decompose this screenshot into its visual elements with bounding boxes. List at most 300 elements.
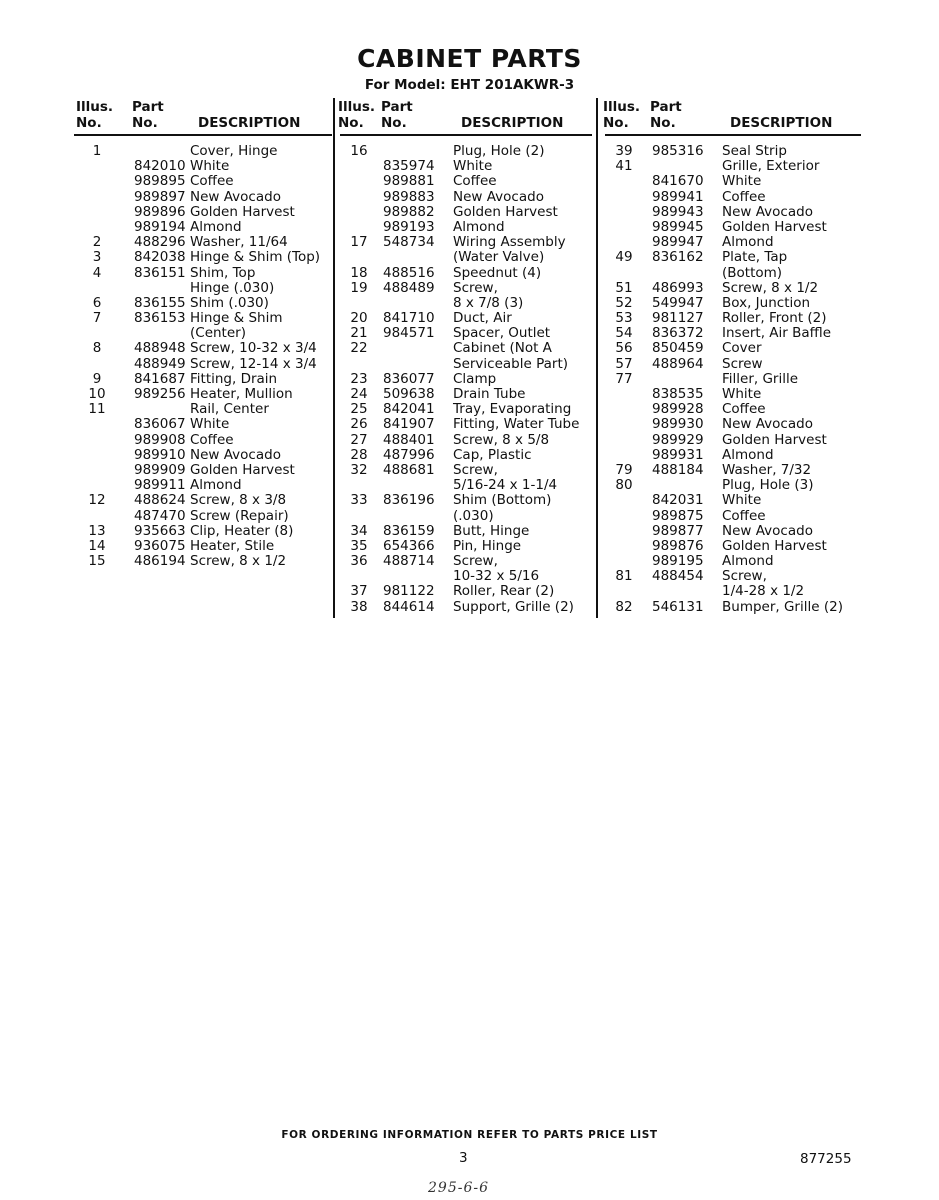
part-description: Almond <box>722 553 774 570</box>
part-number: 985316 <box>652 143 704 159</box>
parts-row <box>74 266 332 281</box>
column-divider <box>596 98 598 618</box>
part-number: 989881 <box>383 173 435 190</box>
parts-row <box>340 357 592 372</box>
part-number: 989931 <box>652 446 704 463</box>
part-number: 838535 <box>652 386 704 402</box>
parts-row <box>605 281 861 296</box>
part-description: Bumper, Grille (2) <box>722 598 843 615</box>
part-number: 488184 <box>652 461 704 478</box>
part-number: 836153 <box>134 310 186 327</box>
parts-row <box>74 387 332 402</box>
part-description: Screw, 8 x 1/2 <box>190 553 287 570</box>
handwritten-note: 295-6-6 <box>428 1180 489 1196</box>
part-description: Plug, Hole (3) <box>722 477 814 494</box>
part-description: White <box>722 386 762 402</box>
part-number: 989883 <box>383 188 435 205</box>
part-number: 842010 <box>134 158 186 175</box>
part-number: 989928 <box>652 401 704 418</box>
part-description: Screw, 8 x 5/8 <box>453 431 550 448</box>
illus-number: 21 <box>350 325 368 342</box>
part-description: New Avocado <box>190 446 281 463</box>
parts-row <box>605 311 861 326</box>
illus-number: 41 <box>615 158 633 175</box>
parts-row <box>74 220 332 235</box>
part-description: Clip, Heater (8) <box>190 522 294 539</box>
part-description: New Avocado <box>722 203 813 220</box>
part-number: 984571 <box>383 325 435 342</box>
part-number: 486194 <box>134 553 186 570</box>
part-number: 488624 <box>134 492 186 509</box>
parts-row <box>340 554 592 569</box>
part-number: 488401 <box>383 431 435 448</box>
part-description: (Center) <box>190 325 246 342</box>
part-description: Butt, Hinge <box>453 522 530 539</box>
parts-row <box>74 554 332 569</box>
part-description: Heater, Stile <box>190 537 275 554</box>
model-subtitle: For Model: EHT 201AKWR-3 <box>364 77 575 93</box>
part-number: 989929 <box>652 431 704 448</box>
part-number: 844614 <box>383 598 435 615</box>
part-number: 836067 <box>134 416 186 433</box>
illus-number: 2 <box>92 234 102 251</box>
part-number: 989256 <box>134 386 186 402</box>
part-number: 989947 <box>652 234 704 251</box>
part-description: Duct, Air <box>453 310 512 327</box>
parts-row <box>340 281 592 296</box>
part-header: Part <box>381 99 413 115</box>
part-description: Clamp <box>453 370 497 387</box>
illus-header: No. <box>603 115 629 131</box>
part-number: 936075 <box>134 537 186 554</box>
parts-row <box>74 341 332 356</box>
illus-number: 79 <box>615 461 633 478</box>
part-description: Golden Harvest <box>190 203 295 220</box>
parts-row <box>340 205 592 220</box>
part-number: 989882 <box>383 203 435 220</box>
parts-row <box>605 509 861 524</box>
illus-number: 24 <box>350 386 368 402</box>
illus-number: 53 <box>615 310 633 327</box>
part-description: New Avocado <box>453 188 544 205</box>
parts-row <box>605 205 861 220</box>
part-number: 989895 <box>134 173 186 190</box>
part-description: Golden Harvest <box>722 218 827 235</box>
parts-row <box>74 159 332 174</box>
parts-row <box>605 584 861 599</box>
part-number: 546131 <box>652 598 704 615</box>
parts-row <box>605 493 861 508</box>
illus-number: 81 <box>615 568 633 585</box>
parts-row <box>340 266 592 281</box>
part-description: Almond <box>722 446 774 463</box>
parts-row <box>605 190 861 205</box>
parts-row <box>74 493 332 508</box>
parts-row <box>74 296 332 311</box>
illus-header: Illus. <box>76 99 114 115</box>
illus-number: 6 <box>92 294 102 311</box>
part-number: 842041 <box>383 401 435 418</box>
part-header: No. <box>132 115 158 131</box>
part-description: Golden Harvest <box>190 461 295 478</box>
illus-number: 23 <box>350 370 368 387</box>
illus-header: Illus. <box>603 99 641 115</box>
illus-number: 49 <box>615 249 633 266</box>
document-number: 877255 <box>800 1151 852 1167</box>
parts-row <box>605 402 861 417</box>
part-description: Coffee <box>453 173 497 190</box>
illus-number: 11 <box>88 401 106 418</box>
part-number: 654366 <box>383 537 435 554</box>
part-header: Part <box>650 99 682 115</box>
part-description: (Water Valve) <box>453 249 545 266</box>
part-description: Box, Junction <box>722 294 811 311</box>
illus-number: 13 <box>88 522 106 539</box>
parts-row <box>340 448 592 463</box>
ordering-note: FOR ORDERING INFORMATION REFER TO PARTS PRICE LIST <box>281 1129 658 1141</box>
illus-header: No. <box>76 115 102 131</box>
part-number: 488949 <box>134 355 186 372</box>
part-description: Screw, 12-14 x 3/4 <box>190 355 317 372</box>
parts-row <box>340 311 592 326</box>
parts-row <box>605 387 861 402</box>
part-description: Cap, Plastic <box>453 446 532 463</box>
parts-row <box>605 539 861 554</box>
parts-row <box>74 311 332 326</box>
part-number: 488489 <box>383 279 435 296</box>
part-description: Heater, Mullion <box>190 386 293 402</box>
illus-number: 20 <box>350 310 368 327</box>
part-description: (.030) <box>453 507 494 524</box>
part-description: Golden Harvest <box>453 203 558 220</box>
parts-row <box>340 387 592 402</box>
illus-number: 12 <box>88 492 106 509</box>
part-description: 5/16-24 x 1-1/4 <box>453 477 558 494</box>
parts-row <box>74 357 332 372</box>
part-number: 989910 <box>134 446 186 463</box>
parts-row <box>340 174 592 189</box>
illus-number: 39 <box>615 143 633 159</box>
part-description: New Avocado <box>722 416 813 433</box>
part-description: Speednut (4) <box>453 264 542 281</box>
part-number: 989941 <box>652 188 704 205</box>
parts-row <box>340 326 592 341</box>
part-description: Pin, Hinge <box>453 537 522 554</box>
part-description: Screw, 10-32 x 3/4 <box>190 340 317 357</box>
part-number: 989911 <box>134 477 186 494</box>
parts-row <box>340 600 592 615</box>
illus-number: 25 <box>350 401 368 418</box>
parts-row <box>74 144 332 159</box>
part-description: Roller, Rear (2) <box>453 583 555 600</box>
illus-number: 22 <box>350 340 368 357</box>
part-number: 989877 <box>652 522 704 539</box>
parts-row <box>605 296 861 311</box>
part-description: Drain Tube <box>453 386 526 402</box>
part-description: Fitting, Water Tube <box>453 416 580 433</box>
parts-row <box>605 600 861 615</box>
part-number: 836196 <box>383 492 435 509</box>
parts-row <box>74 372 332 387</box>
parts-row <box>340 159 592 174</box>
part-number: 488454 <box>652 568 704 585</box>
part-description: New Avocado <box>190 188 281 205</box>
part-number: 487996 <box>383 446 435 463</box>
part-description: Screw <box>722 355 763 372</box>
parts-row <box>340 220 592 235</box>
illus-number: 56 <box>615 340 633 357</box>
part-description: 1/4-28 x 1/2 <box>722 583 805 600</box>
illus-number: 54 <box>615 325 633 342</box>
illus-number: 27 <box>350 431 368 448</box>
part-description: Golden Harvest <box>722 431 827 448</box>
illus-number: 17 <box>350 234 368 251</box>
part-number: 835974 <box>383 158 435 175</box>
illus-header: Illus. <box>338 99 376 115</box>
parts-row <box>340 296 592 311</box>
part-description: Cabinet (Not A <box>453 340 552 357</box>
part-description: 10-32 x 5/16 <box>453 568 540 585</box>
parts-row <box>74 433 332 448</box>
part-number: 487470 <box>134 507 186 524</box>
part-description: Hinge & Shim (Top) <box>190 249 321 266</box>
parts-row <box>74 524 332 539</box>
part-description: Coffee <box>722 188 766 205</box>
part-number: 989876 <box>652 537 704 554</box>
parts-row <box>605 144 861 159</box>
part-number: 836155 <box>134 294 186 311</box>
part-description: Hinge (.030) <box>190 279 275 296</box>
parts-row <box>74 478 332 493</box>
parts-row <box>74 448 332 463</box>
part-description: Coffee <box>190 173 234 190</box>
part-number: 836151 <box>134 264 186 281</box>
part-number: 841687 <box>134 370 186 387</box>
part-description: 8 x 7/8 (3) <box>453 294 524 311</box>
illus-number: 3 <box>92 249 102 266</box>
illus-number: 32 <box>350 461 368 478</box>
illus-header: No. <box>338 115 364 131</box>
part-description: Rail, Center <box>190 401 269 418</box>
parts-row <box>340 144 592 159</box>
part-description: White <box>453 158 493 175</box>
parts-row <box>74 539 332 554</box>
part-number: 836372 <box>652 325 704 342</box>
part-description: White <box>722 173 762 190</box>
part-description: Roller, Front (2) <box>722 310 827 327</box>
parts-row <box>74 463 332 478</box>
parts-row <box>340 341 592 356</box>
part-description: Shim, Top <box>190 264 256 281</box>
page-title: CABINET PARTS <box>357 44 582 73</box>
part-description: Insert, Air Baffle <box>722 325 832 342</box>
illus-number: 52 <box>615 294 633 311</box>
part-header: No. <box>381 115 407 131</box>
illus-number: 4 <box>92 264 102 281</box>
part-description: Golden Harvest <box>722 537 827 554</box>
part-number: 989909 <box>134 461 186 478</box>
parts-row <box>340 372 592 387</box>
part-description: Wiring Assembly <box>453 234 566 251</box>
part-description: Screw, 8 x 3/8 <box>190 492 287 509</box>
part-header: No. <box>650 115 676 131</box>
part-description: Hinge & Shim <box>190 310 283 327</box>
parts-row <box>340 524 592 539</box>
part-number: 836159 <box>383 522 435 539</box>
part-description: Serviceable Part) <box>453 355 569 372</box>
part-description: Almond <box>453 218 505 235</box>
description-header: DESCRIPTION <box>198 115 301 131</box>
part-header: Part <box>132 99 164 115</box>
part-number: 836162 <box>652 249 704 266</box>
part-description: Coffee <box>190 431 234 448</box>
illus-number: 14 <box>88 537 106 554</box>
illus-number: 7 <box>92 310 102 327</box>
part-description: Screw, <box>453 553 498 570</box>
part-number: 836077 <box>383 370 435 387</box>
illus-number: 80 <box>615 477 633 494</box>
parts-row <box>605 569 861 584</box>
part-number: 488296 <box>134 234 186 251</box>
illus-number: 33 <box>350 492 368 509</box>
part-description: Almond <box>190 218 242 235</box>
illus-number: 28 <box>350 446 368 463</box>
part-description: Cover <box>722 340 762 357</box>
part-number: 488681 <box>383 461 435 478</box>
column-header <box>605 98 861 136</box>
description-header: DESCRIPTION <box>461 115 564 131</box>
illus-number: 16 <box>350 143 368 159</box>
part-description: Fitting, Drain <box>190 370 278 387</box>
part-number: 989945 <box>652 218 704 235</box>
part-description: Plug, Hole (2) <box>453 143 545 159</box>
part-number: 989194 <box>134 218 186 235</box>
parts-row <box>605 463 861 478</box>
page-number: 3 <box>459 1150 468 1166</box>
description-header: DESCRIPTION <box>730 115 833 131</box>
part-description: Screw, <box>453 279 498 296</box>
part-number: 989896 <box>134 203 186 220</box>
part-description: Spacer, Outlet <box>453 325 551 342</box>
part-number: 488964 <box>652 355 704 372</box>
parts-row <box>340 433 592 448</box>
parts-row <box>340 235 592 250</box>
part-number: 841670 <box>652 173 704 190</box>
parts-row <box>340 402 592 417</box>
illus-number: 26 <box>350 416 368 433</box>
illus-number: 37 <box>350 583 368 600</box>
illus-number: 8 <box>92 340 102 357</box>
parts-row <box>74 205 332 220</box>
part-number: 486993 <box>652 279 704 296</box>
parts-row <box>74 281 332 296</box>
parts-row <box>605 220 861 235</box>
part-description: Filler, Grille <box>722 370 799 387</box>
part-number: 548734 <box>383 234 435 251</box>
parts-row <box>74 250 332 265</box>
part-description: New Avocado <box>722 522 813 539</box>
part-description: Grille, Exterior <box>722 158 820 175</box>
parts-row <box>340 539 592 554</box>
part-description: Screw, <box>722 568 767 585</box>
illus-number: 10 <box>88 386 106 402</box>
part-description: Screw (Repair) <box>190 507 289 524</box>
parts-row <box>605 250 861 265</box>
part-description: Screw, 8 x 1/2 <box>722 279 819 296</box>
parts-row <box>340 478 592 493</box>
part-description: Coffee <box>722 401 766 418</box>
parts-row <box>74 235 332 250</box>
part-number: 981127 <box>652 310 704 327</box>
parts-row <box>340 584 592 599</box>
illus-number: 19 <box>350 279 368 296</box>
parts-row <box>605 554 861 569</box>
part-number: 842031 <box>652 492 704 509</box>
column-header <box>74 98 332 136</box>
part-description: Washer, 7/32 <box>722 461 812 478</box>
column-header <box>340 98 592 136</box>
part-description: Shim (.030) <box>190 294 269 311</box>
part-description: Plate, Tap <box>722 249 788 266</box>
parts-row <box>605 159 861 174</box>
part-description: Almond <box>722 234 774 251</box>
illus-number: 9 <box>92 370 102 387</box>
illus-number: 1 <box>92 143 102 159</box>
parts-row <box>605 326 861 341</box>
part-description: Seal Strip <box>722 143 787 159</box>
parts-row <box>605 448 861 463</box>
part-description: Cover, Hinge <box>190 143 278 159</box>
part-number: 488948 <box>134 340 186 357</box>
parts-row <box>605 357 861 372</box>
parts-row <box>340 190 592 205</box>
part-number: 509638 <box>383 386 435 402</box>
parts-row <box>340 509 592 524</box>
parts-row <box>605 433 861 448</box>
parts-column-2 <box>340 98 592 615</box>
parts-row <box>605 266 861 281</box>
part-description: (Bottom) <box>722 264 783 281</box>
part-number: 989195 <box>652 553 704 570</box>
part-number: 989943 <box>652 203 704 220</box>
part-number: 989897 <box>134 188 186 205</box>
part-number: 842038 <box>134 249 186 266</box>
parts-row <box>605 478 861 493</box>
parts-row <box>605 174 861 189</box>
part-description: Almond <box>190 477 242 494</box>
parts-row <box>74 174 332 189</box>
part-description: White <box>722 492 762 509</box>
parts-row <box>74 190 332 205</box>
parts-row <box>605 235 861 250</box>
parts-row <box>605 372 861 387</box>
part-description: Screw, <box>453 461 498 478</box>
parts-column-3 <box>605 98 861 615</box>
part-number: 841907 <box>383 416 435 433</box>
parts-column-1 <box>74 98 332 569</box>
part-number: 989875 <box>652 507 704 524</box>
part-description: Tray, Evaporating <box>453 401 572 418</box>
part-number: 549947 <box>652 294 704 311</box>
illus-number: 77 <box>615 370 633 387</box>
column-divider <box>333 98 335 618</box>
parts-row <box>340 463 592 478</box>
illus-number: 51 <box>615 279 633 296</box>
part-number: 841710 <box>383 310 435 327</box>
part-description: Coffee <box>722 507 766 524</box>
part-number: 935663 <box>134 522 186 539</box>
parts-row <box>605 417 861 432</box>
